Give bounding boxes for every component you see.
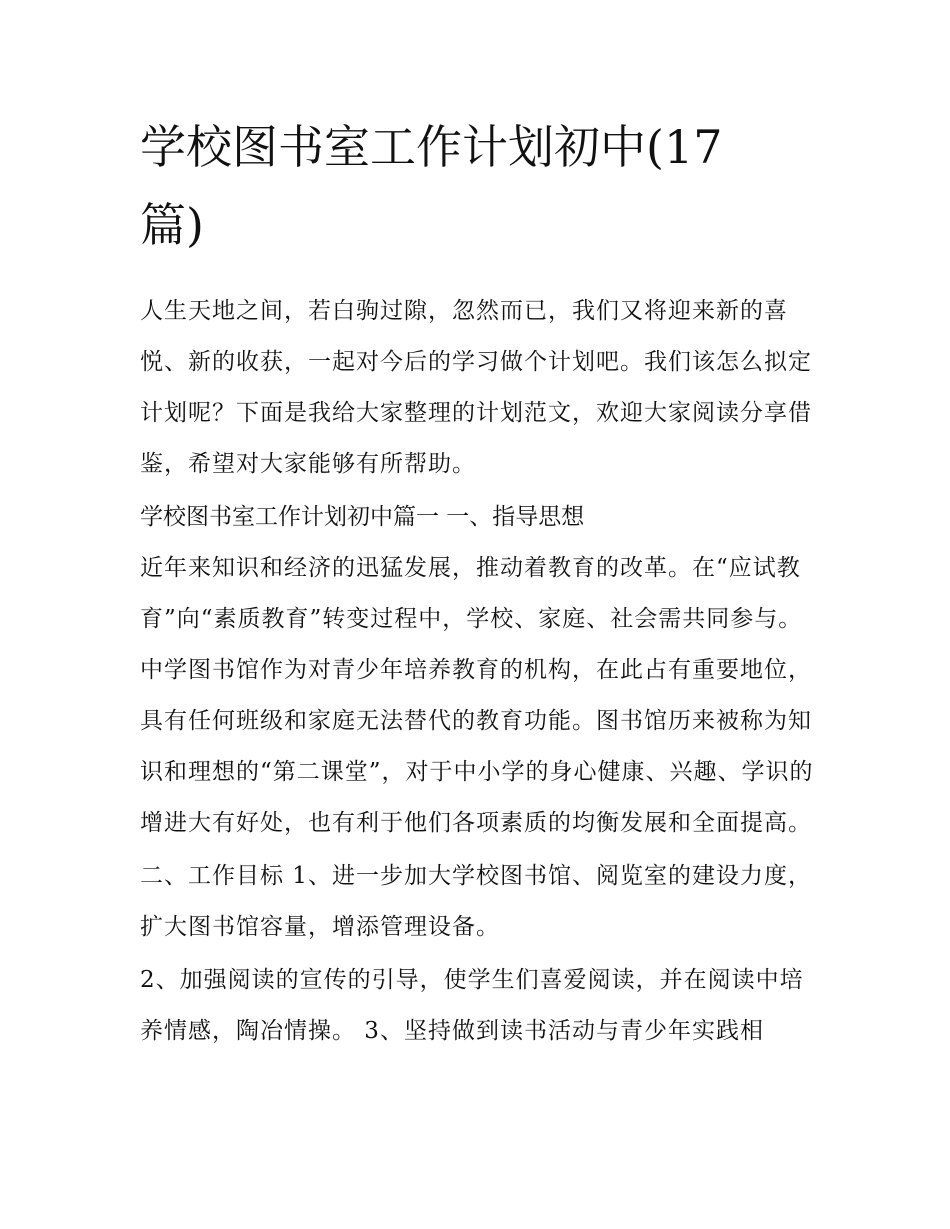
guiding-thought-paragraph: 近年来知识和经济的迅猛发展，推动着教育的改革。在“应试教育”向“素质教育”转变过程中，学校、家庭、社会需共同参与。中学图书馆作为对青少年培养教育的机构，在此占有重要地位，具有任何班级和家庭无法替代的教育功能。图书馆历来被称为知识和理想的“第二课堂”，对于中小学的身心健康、兴趣、学识的增进大有好处，也有利于他们各项素质的均衡发展和全面提高。 (140, 555, 814, 836)
title-tail: 篇) (140, 198, 204, 252)
title-main: 学校图书室工作计划初中(17 (140, 120, 723, 174)
work-goals-paragraph: 二、工作目标 1、进一步加大学校图书馆、阅览室的建设力度，扩大图书馆容量，增添管理设备。 (140, 863, 812, 940)
section-heading-1: 学校图书室工作计划初中篇一 一、指导思想 (140, 504, 585, 530)
document-page (140, 108, 820, 1057)
intro-paragraph: 人生天地之间，若白驹过隙，忽然而已，我们又将迎来新的喜悦、新的收获，一起对今后的学习做个计划吧。我们该怎么拟定计划呢？下面是我给大家整理的计划范文，欢迎大家阅读分享借鉴，希望对大家能够有所帮助。 (140, 298, 812, 477)
document-title (140, 108, 820, 264)
goal-2-paragraph: 2、加强阅读的宣传的引导，使学生们喜爱阅读，并在阅读中培养情感，陶冶情操。 3、坚持做到读书活动与青少年实践相 (140, 967, 804, 1044)
